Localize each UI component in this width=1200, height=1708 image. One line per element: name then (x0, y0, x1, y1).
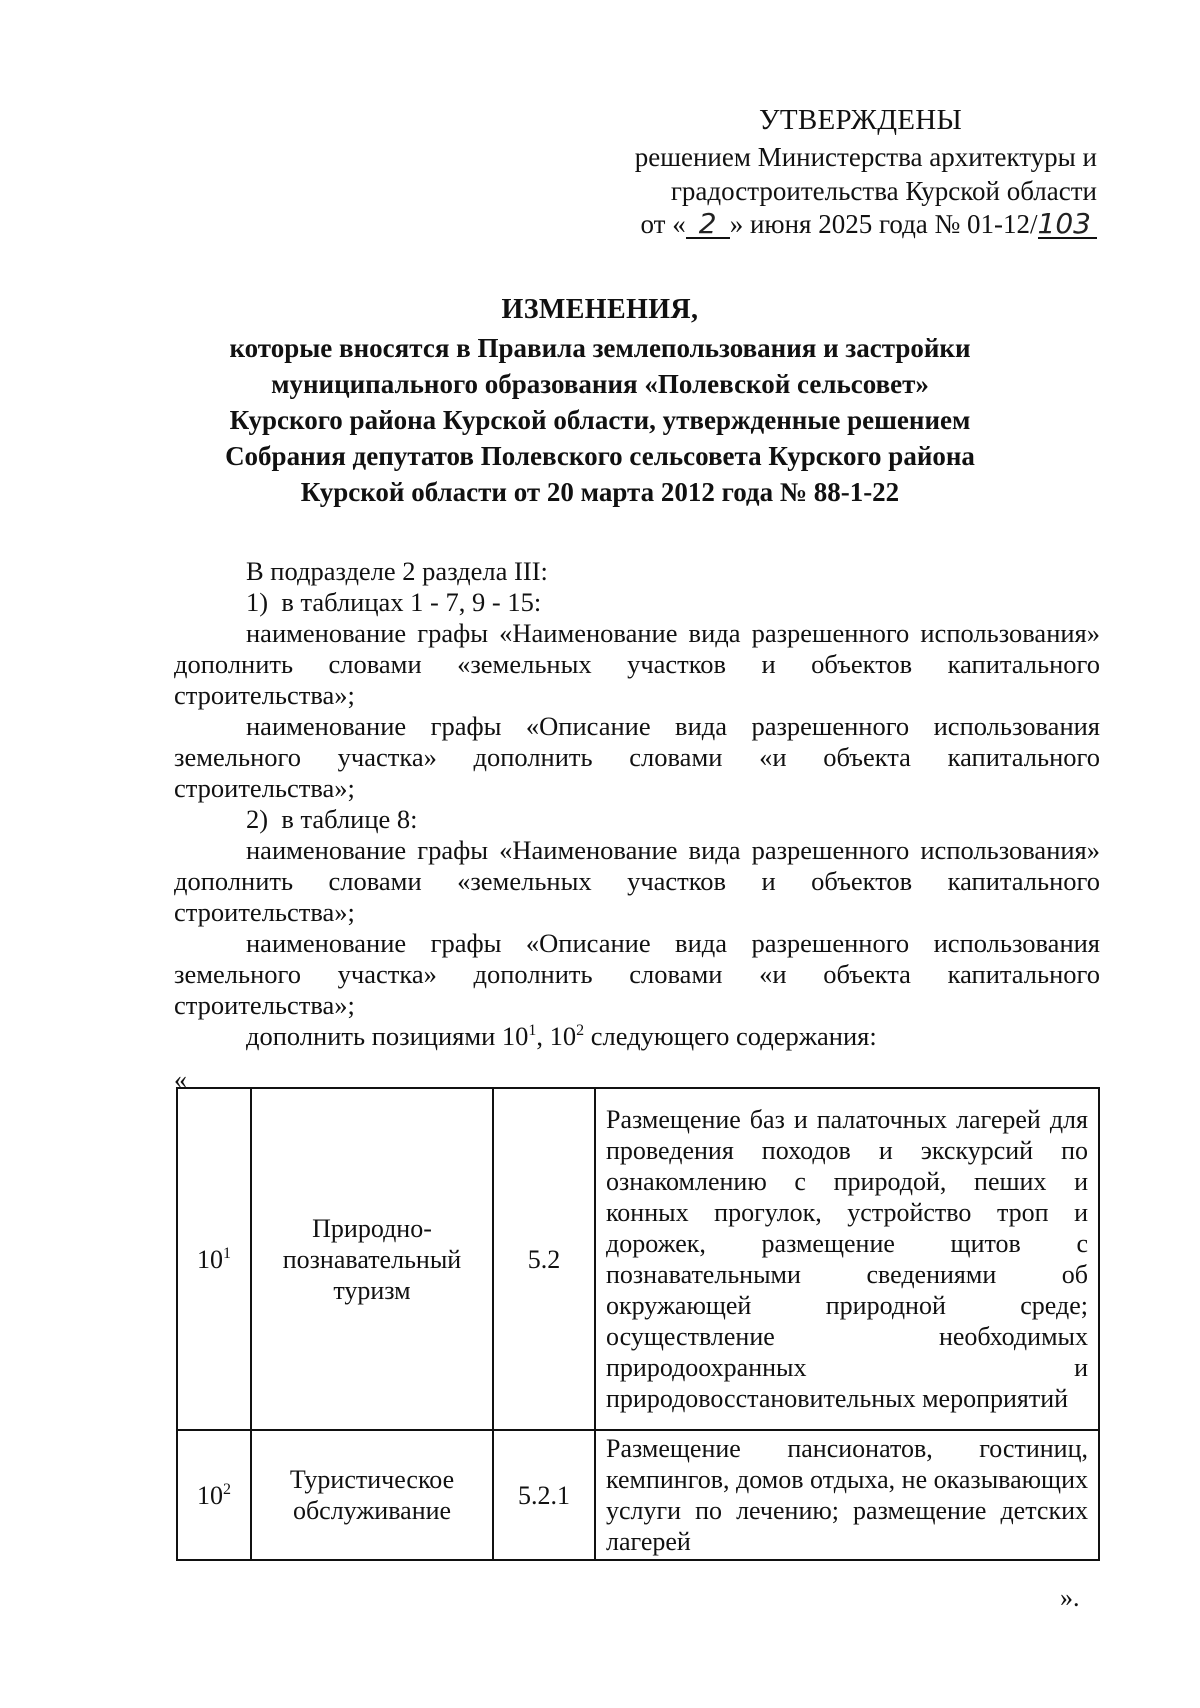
p5-part-c: следующего содержания: (584, 1021, 877, 1051)
paragraph-2: наименование графы «Описание вида разрешенного использования земельного участка» дополнить словами «и объекта капитального строительства»; (174, 711, 1100, 803)
approval-heading: УТВЕРЖДЕНЫ (759, 104, 963, 136)
list-item-1: 1) в таблицах 1 - 7, 9 - 15: (246, 587, 542, 617)
list-item-2: 2) в таблице 8: (246, 804, 418, 834)
paragraph-3: наименование графы «Наименование вида разрешенного использования» дополнить словами «земельных участков и объектов капитального строительства»; (174, 835, 1100, 927)
date-middle: » июня 2025 года № 01-12/ (729, 209, 1038, 239)
row-code: 5.2.1 (493, 1430, 595, 1560)
paragraph-5 (174, 1021, 1100, 1052)
paragraph-4: наименование графы «Описание вида разрешенного использования земельного участка» дополнить словами «и объекта капитального строительства»; (174, 928, 1100, 1020)
title-main: ИЗМЕНЕНИЯ, (501, 294, 699, 325)
table-row (177, 1088, 1099, 1430)
paragraph-1: наименование графы «Наименование вида разрешенного использования» дополнить словами «земельных участков и объектов капитального строительства»; (174, 618, 1100, 710)
p5-sup-2: 2 (576, 1022, 585, 1039)
row-code: 5.2 (493, 1088, 595, 1430)
row-description: Размещение баз и палаточных лагерей для проведения походов и экскурсий по ознакомлению с природой, пеших и конных прогулок, устройство троп и дорожек, размещение щитов с познавательными сведениями об окружающей природной среде; осуществление необходимых природоохранных и природовосстановительных мероприятий (595, 1088, 1099, 1430)
title-line-5: Курской области от 20 марта 2012 года № 88-1-22 (300, 477, 900, 507)
intro-paragraph: В подразделе 2 раздела III: (246, 556, 548, 586)
positions-table (176, 1087, 1100, 1561)
table-row (177, 1430, 1099, 1560)
p5-sup-1: 1 (528, 1022, 537, 1039)
handwritten-number: 103 (1038, 211, 1097, 239)
title-line-3: Курского района Курской области, утвержденные решением (229, 405, 971, 435)
title-line-4: Собрания депутатов Полевского сельсовета Курского района (225, 441, 975, 471)
row-name: Туристическое обслуживание (251, 1430, 493, 1560)
approval-line-2: градостроительства Курской области (670, 176, 1097, 206)
p5-part-a: дополнить позициями 10 (246, 1021, 529, 1051)
approval-date-line (641, 208, 1098, 240)
row-number: $10^2$ (177, 1430, 251, 1560)
row-description: Размещение пансионатов, гостиниц, кемпингов, домов отдыха, не оказывающих услуги по лечению; размещение детских лагерей (595, 1430, 1099, 1560)
closing-quote: ». (1060, 1583, 1080, 1612)
approval-line-1: решением Министерства архитектуры и (634, 142, 1097, 172)
p5-part-b: , 10 (536, 1021, 577, 1051)
row-name: Природно-познавательный туризм (251, 1088, 493, 1430)
handwritten-day: 2 (686, 211, 730, 239)
document-body (174, 556, 1100, 1052)
row-number: $10^1$ (177, 1088, 251, 1430)
document-title (150, 292, 1050, 510)
date-prefix: от « (640, 209, 686, 239)
title-line-2: муниципального образования «Полевской сельсовет» (271, 369, 929, 399)
title-line-1: которые вносятся в Правила землепользования и застройки (229, 333, 971, 363)
opening-quote: « (174, 1065, 187, 1094)
